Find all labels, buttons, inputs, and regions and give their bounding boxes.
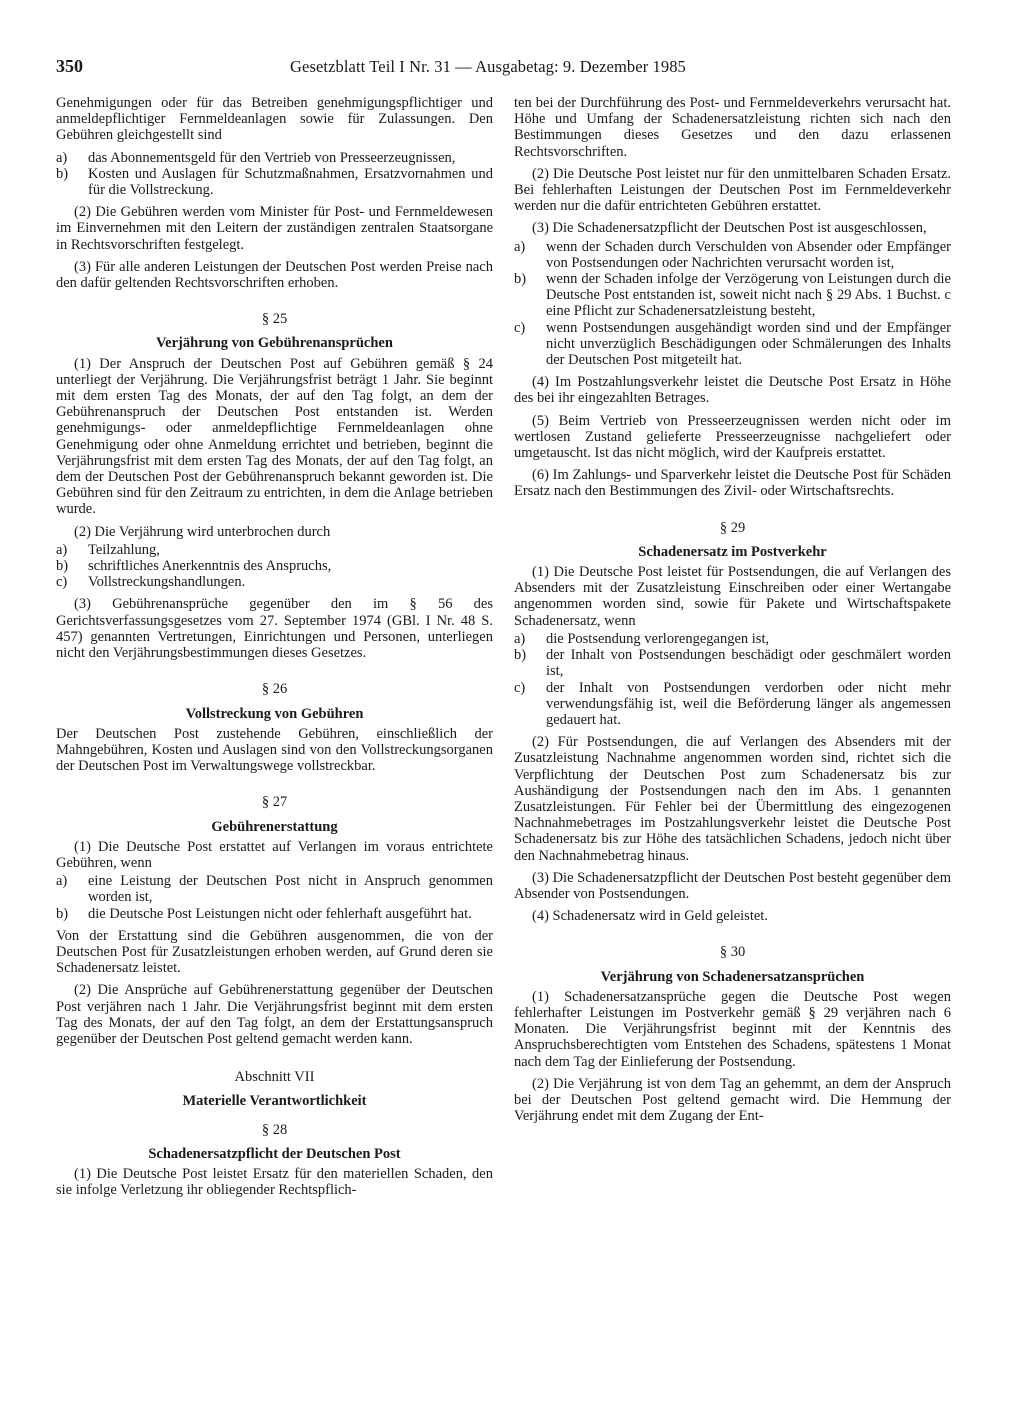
section-number: § 26 xyxy=(261,681,288,698)
refund-conditions-list xyxy=(56,873,493,922)
paragraph: (1) Der Anspruch der Deutschen Post auf Gebühren gemäß § 24 unterliegt der Verjährung. Die Verjährungsfrist beträgt 1 Jahr. Sie beginnt mit dem ersten Tag des Monats, der auf den Tag folgt, an dem der Gebührenanspruch der Deutschen Post entstanden ist. Werden genehmigungs- oder anmeldepflichtige Fernmeldeanlagen ohne Genehmigung oder ohne Anmeldung errichtet und betrieben, beginnt die Verjährungsfrist mit dem ersten Tag des Monats, der auf den Tag folgt, an dem der Deutschen Post der Gebührenanspruch bekannt geworden ist. Die Gebühren sind für den Zeitraum zu entrichten, in dem die Anlage betrieben wurde. xyxy=(56,355,493,518)
section-title: Verjährung von Schadenersatzansprüchen xyxy=(600,968,865,985)
list-item: b) Kosten und Auslagen für Schutzmaßnahmen, Ersatzvornahmen und für die Vollstreckung. xyxy=(56,165,493,199)
interruption-list xyxy=(56,542,493,591)
liability-cases-list xyxy=(514,631,951,728)
section-number: § 25 xyxy=(261,311,288,328)
paragraph: (2) Die Verjährung wird unterbrochen durch xyxy=(74,523,331,540)
list-item: c) der Inhalt von Postsendungen verdorben oder nicht mehr verwendungsfähig ist, weil die Beförderung länger als angemessen gedauert hat. xyxy=(514,679,951,728)
list-item: a) Teilzahlung, xyxy=(56,541,160,558)
list-item: b) schriftliches Anerkenntnis des Anspruchs, xyxy=(56,558,332,575)
paragraph-continued: ten bei der Durchführung des Post- und Fernmeldeverkehrs verursacht hat. Höhe und Umfang der Schadenersatzleistung richten sich nach den Bestimmungen dieses Gesetzes und den dazu erlassenen Rechtsvorschriften. xyxy=(514,95,951,160)
list-item: a) die Postsendung verlorengegangen ist, xyxy=(514,630,770,647)
paragraph: Der Deutschen Post zustehende Gebühren, einschließlich der Mahngebühren, Kosten und Auslagen sind von den Vollstreckungsorganen der Deutschen Post im Verwaltungswege vollstreckbar. xyxy=(56,725,493,775)
page-number: 350 xyxy=(56,56,83,76)
paragraph: (2) Die Gebühren werden vom Minister für Post- und Fernmeldewesen im Einvernehmen mit den Leitern der zuständigen zentralen Staatsorgane in Rechtsvorschriften festgelegt. xyxy=(56,204,493,253)
paragraph: (3) Die Schadenersatzpflicht der Deutschen Post besteht gegenüber dem Absender von Postsendungen. xyxy=(514,869,951,902)
paragraph: (2) Für Postsendungen, die auf Verlangen des Absenders mit der Zusatzleistung Nachnahme angenommen worden sind, richtet sich die Verpflichtung der Deutschen Post zum Schadenersatz bis zur Aushändigung der Postsendungen nach den im Abs. 1 genannten Zusatzleistungen. Für Fehler bei der Übermittlung des eingezogenen Nachnahmebetrages im Postzahlungsverkehr leistet die Deutsche Post Schadenersatz bis zur Höhe des tatsächlichen Schadens, jedoch nicht über den Nachnahmebetrag hinaus. xyxy=(514,734,951,864)
page-header xyxy=(56,56,952,80)
paragraph: (3) Die Schadenersatzpflicht der Deutschen Post ist ausgeschlossen, xyxy=(532,220,927,237)
list-item: a) das Abonnementsgeld für den Vertrieb von Presseerzeugnissen, xyxy=(56,149,456,166)
list-item: c) wenn Postsendungen ausgehändigt worden sind und der Empfänger nicht unverzüglich Beschädigungen oder Schmälerungen des Inhalts der Deutschen Post mitgeteilt hat. xyxy=(514,319,951,369)
fee-equivalents-list xyxy=(56,150,493,199)
section-title: Gebührenerstattung xyxy=(211,818,338,835)
paragraph: (4) Schadenersatz wird in Geld geleistet. xyxy=(532,908,768,925)
section-number: § 30 xyxy=(719,944,746,961)
section-title: Vollstreckung von Gebühren xyxy=(185,705,364,722)
left-column xyxy=(56,95,493,1204)
paragraph: (3) Für alle anderen Leistungen der Deutschen Post werden Preise nach den dafür geltenden Rechtsvorschriften erhoben. xyxy=(56,258,493,292)
paragraph: (1) Die Deutsche Post leistet Ersatz für den materiellen Schaden, den sie infolge Verletzung ihr obliegender Rechtspflich- xyxy=(56,1165,493,1199)
list-item: a) wenn der Schaden durch Verschulden von Absender oder Empfänger von Postsendungen oder Nachrichten verursacht worden ist, xyxy=(514,238,951,271)
exclusion-list xyxy=(514,239,951,369)
chapter-title: Materielle Verantwortlichkeit xyxy=(182,1093,367,1110)
paragraph: (5) Beim Vertrieb von Presseerzeugnissen werden nicht oder im wertlosen Zustand gelieferte Presseerzeugnisse nachgeliefert oder umgetauscht. Ist das nicht möglich, wird der Kaufpreis erstattet. xyxy=(514,412,951,462)
paragraph: (3) Gebührenansprüche gegenüber den im § 56 des Gerichtsverfassungsgesetzes vom 27. September 1974 (GBl. I Nr. 48 S. 457) genannten Vertretungen, Einrichtungen und Personen, unterliegen nicht den Verjährungsbestimmungen dieses Gesetzes. xyxy=(56,596,493,662)
list-item: b) der Inhalt von Postsendungen beschädigt oder geschmälert worden ist, xyxy=(514,647,951,680)
list-item: b) die Deutsche Post Leistungen nicht oder fehlerhaft ausgeführt hat. xyxy=(56,905,472,922)
paragraph: (1) Schadenersatzansprüche gegen die Deutsche Post wegen fehlerhafter Leistungen im Postverkehr gemäß § 29 verjähren nach 6 Monaten. Die Verjährungsfrist beginnt mit der Kenntnis des Anspruchsberechtigten vom Entstehen des Schadens, spätestens 1 Monat nach dem Tag der Einlieferung der Postsendung. xyxy=(514,988,951,1070)
paragraph: (2) Die Verjährung ist von dem Tag an gehemmt, an dem der Anspruch bei der Deutschen Post geltend gemacht wird. Die Hemmung der Verjährung endet mit dem Zugang der Ent- xyxy=(514,1075,951,1125)
section-number: § 27 xyxy=(261,794,288,811)
paragraph: (1) Die Deutsche Post erstattet auf Verlangen im voraus entrichtete Gebühren, wenn xyxy=(56,838,493,871)
paragraph: (2) Die Ansprüche auf Gebührenerstattung gegenüber der Deutschen Post verjähren nach 1 Jahr. Die Verjährungsfrist beginnt mit dem ersten Tag des Monats, der auf den Tag folgt, an dem der Erstattungsanspruch gegenüber der Deutschen Post geltend gemacht werden kann. xyxy=(56,982,493,1047)
list-item: c) Vollstreckungshandlungen. xyxy=(56,574,246,591)
paragraph: (6) Im Zahlungs- und Sparverkehr leistet die Deutsche Post für Schäden Ersatz nach den Bestimmungen des Zivil- oder Wirtschaftsrechts. xyxy=(514,467,951,500)
section-title: Schadenersatz im Postverkehr xyxy=(638,543,827,560)
paragraph-continued: Genehmigungen oder für das Betreiben genehmigungspflichtiger und anmeldepflichtiger Fernmeldeanlagen sowie für Zulassungen. Den Gebühren gleichgestellt sind xyxy=(56,95,493,144)
paragraph: Von der Erstattung sind die Gebühren ausgenommen, die von der Deutschen Post für Zusatzleistungen erhoben werden, auf Grund deren sie Schadenersatz leistet. xyxy=(56,927,493,977)
section-title: Verjährung von Gebührenansprüchen xyxy=(156,335,393,352)
paragraph: (4) Im Postzahlungsverkehr leistet die Deutsche Post Ersatz in Höhe des bei ihr eingezahlten Betrages. xyxy=(514,374,951,407)
paragraph: (2) Die Deutsche Post leistet nur für den unmittelbaren Schaden Ersatz. Bei fehlerhaften Leistungen der Deutschen Post im Fernmeldeverkehr werden nur die dafür entrichteten Gebühren erstattet. xyxy=(514,165,951,215)
section-number: § 28 xyxy=(261,1121,288,1138)
paragraph: (1) Die Deutsche Post leistet für Postsendungen, die auf Verlangen des Absenders mit der Zusatzleistung Einschreiben oder einer Wertangabe angenommen worden sind, sowie für Pakete und Wirtschaftspakete Schadenersatz, wenn xyxy=(514,564,951,629)
running-title: Gesetzblatt Teil I Nr. 31 — Ausgabetag: 9. Dezember 1985 xyxy=(290,57,686,76)
right-column xyxy=(514,95,951,1130)
list-item: b) wenn der Schaden infolge der Verzögerung von Leistungen durch die Deutsche Post entstanden ist, soweit nicht nach § 29 Abs. 1 Buchst. c eine Pflicht zur Schadenersatzleistung besteht, xyxy=(514,271,951,320)
chapter-heading: Abschnitt VII xyxy=(234,1069,315,1086)
section-title: Schadenersatzpflicht der Deutschen Post xyxy=(148,1145,401,1162)
section-number: § 29 xyxy=(719,519,746,536)
list-item: a) eine Leistung der Deutschen Post nicht in Anspruch genommen worden ist, xyxy=(56,873,493,906)
